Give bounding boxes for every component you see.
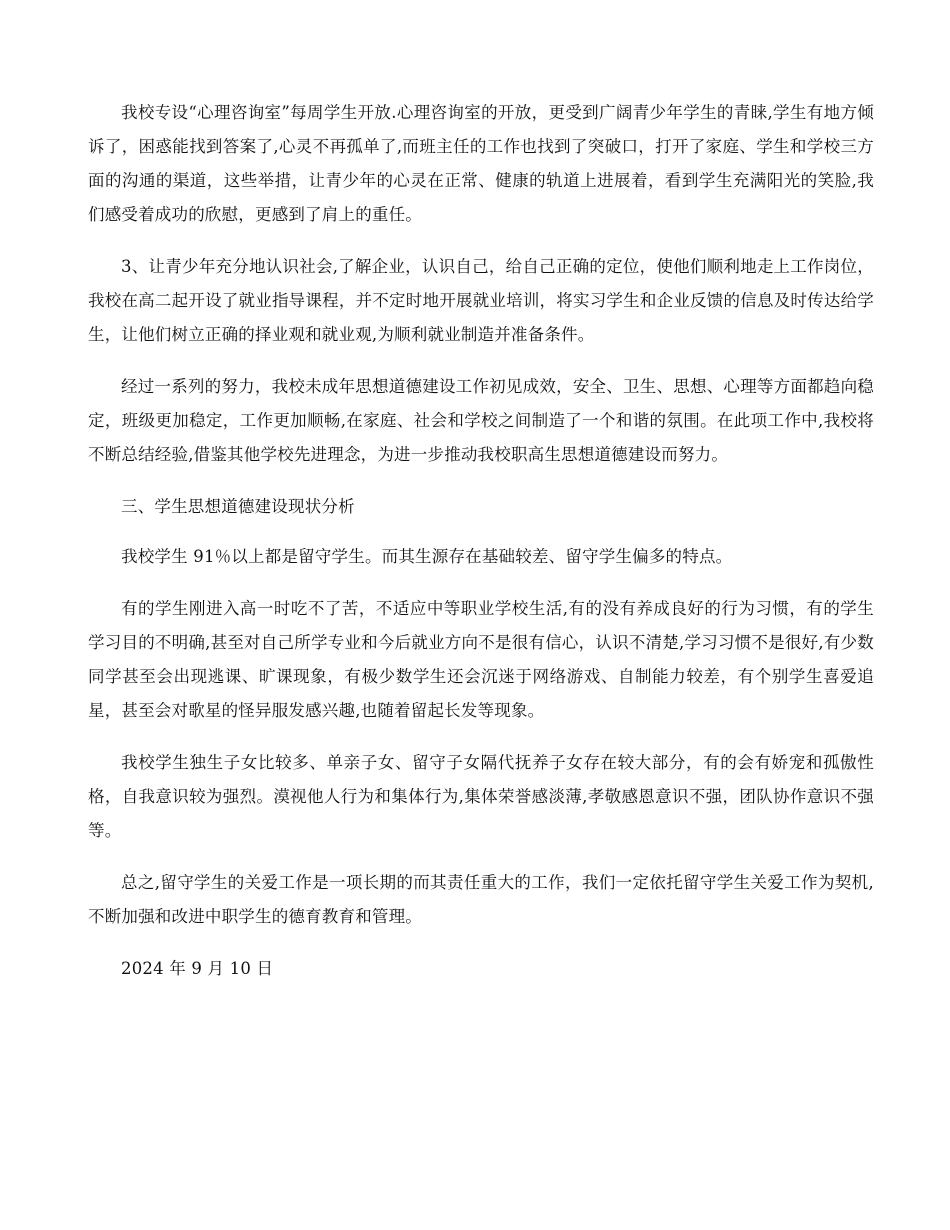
- document-page: [88, 96, 874, 1004]
- paragraph-employment-guidance: 3、让青少年充分地认识社会,了解企业，认识自己，给自己正确的定位，使他们顺利地走上工作岗位，我校在高二起开设了就业指导课程，并不定时地开展就业培训，将实习学生和企业反馈的信息及时传达给学生，让他们树立正确的择业观和就业观,为顺利就业制造并准备条件。: [88, 257, 874, 344]
- paragraph-counseling-room: 我校专设“心理咨询室”每周学生开放.心理咨询室的开放，更受到广阔青少年学生的青睐,学生有地方倾诉了，困惑能找到答案了,心灵不再孤单了,而班主任的工作也找到了突破口，打开了家庭、学生和学校三方面的沟通的渠道，这些举措，让青少年的心灵在正常、健康的轨道上进展着，看到学生充满阳光的笑脸,我们感受着成功的欣慰，更感到了肩上的重任。: [88, 103, 874, 224]
- paragraph-conclusion: 总之,留守学生的关爱工作是一项长期的而其责任重大的工作，我们一定依托留守学生关爱工作为契机,不断加强和改进中职学生的德育教育和管理。: [88, 873, 874, 926]
- paragraph-results: 经过一系列的努力，我校未成年思想道德建设工作初见成效，安全、卫生、思想、心理等方面都趋向稳定，班级更加稳定，工作更加顺畅,在家庭、社会和学校之间制造了一个和谐的氛围。在此项工作中,我校将不断总结经验,借鉴其他学校先进理念，为进一步推动我校职高生思想道德建设而努力。: [88, 377, 874, 464]
- paragraph-family-structure: 我校学生独生子女比较多、单亲子女、留守子女隔代抚养子女存在较大部分，有的会有娇宠和孤傲性格，自我意识较为强烈。漠视他人行为和集体行为,集体荣誉感淡薄,孝敬感恩意识不强，团队协作意识不强等。: [88, 753, 874, 840]
- document-date: 2024 年 9 月 10 日: [121, 959, 274, 978]
- paragraph-left-behind-students: 我校学生 91％以上都是留守学生。而其生源存在基础较差、留守学生偏多的特点。: [121, 547, 733, 566]
- section-heading: 三、学生思想道德建设现状分析: [121, 497, 355, 516]
- paragraph-student-issues: 有的学生刚进入高一时吃不了苦，不适应中等职业学校生活,有的没有养成良好的行为习惯，有的学生学习目的不明确,甚至对自己所学专业和今后就业方向不是很有信心，认识不清楚,学习习惯不是很好,有少数同学甚至会出现逃课、旷课现象，有极少数学生还会沉迷于网络游戏、自制能力较差，有个别学生喜爱追星，甚至会对歌星的怪异服发感兴趣,也随着留起长发等现象。: [88, 599, 874, 720]
